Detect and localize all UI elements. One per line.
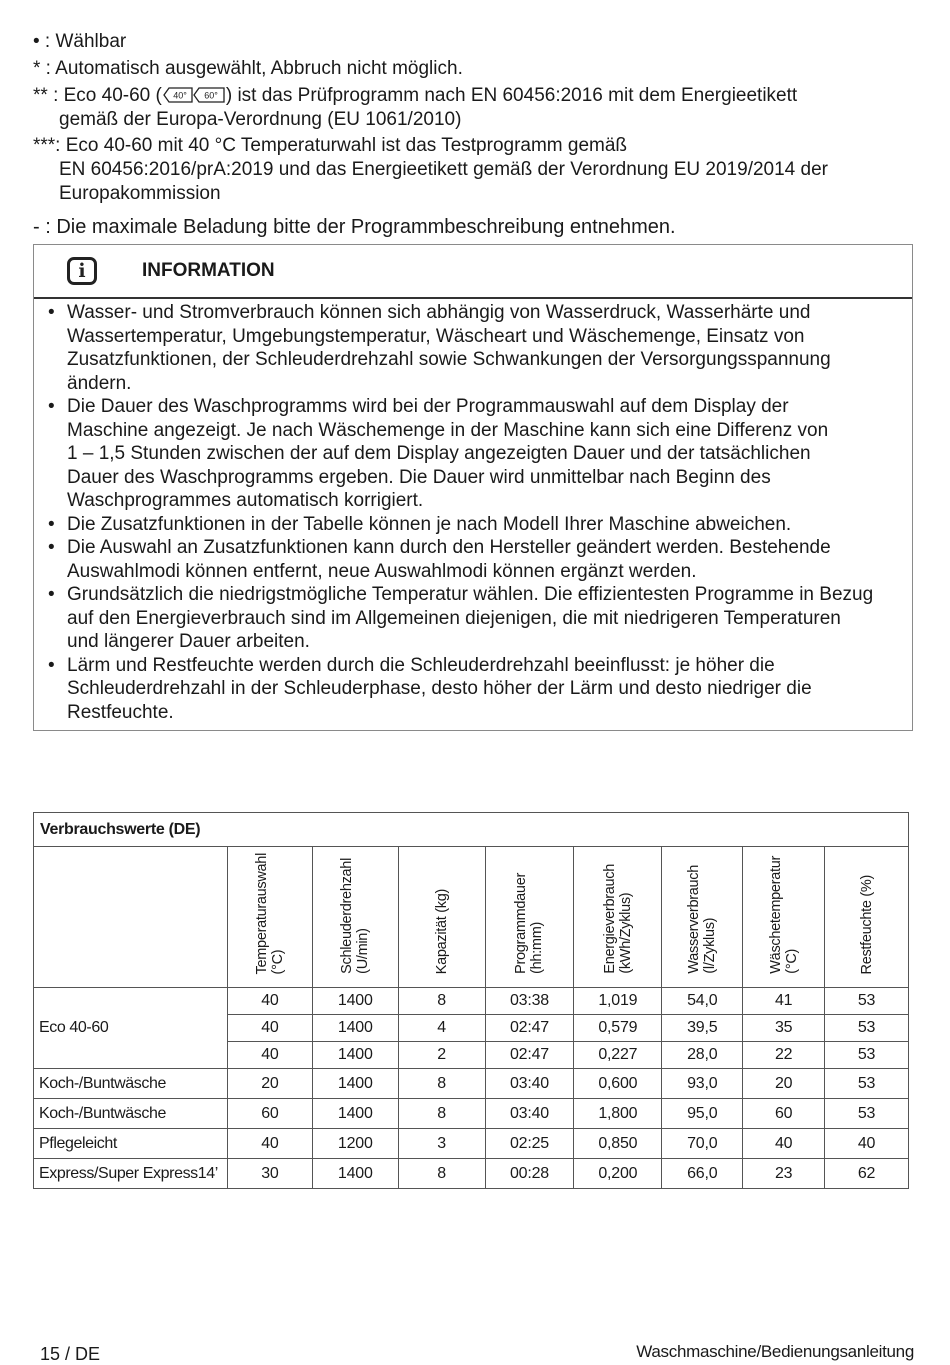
value-cell: 1400 — [312, 988, 398, 1015]
value-cell: 40 — [227, 988, 312, 1015]
value-cell: 03:40 — [485, 1099, 574, 1129]
eco-icon-label-40: 40° — [173, 90, 187, 101]
column-header-label — [602, 864, 634, 974]
information-title: INFORMATION — [142, 260, 275, 281]
column-header — [825, 847, 909, 988]
info-icon: i — [67, 257, 97, 285]
value-cell: 1400 — [312, 1069, 398, 1099]
info-bullet-line: Die Auswahl an Zusatzfunktionen kann durch den Hersteller geändert werden. Bestehende — [67, 537, 831, 558]
value-cell: 03:38 — [485, 988, 574, 1015]
header-empty-cell — [34, 847, 228, 988]
info-bullet-line: ändern. — [67, 372, 132, 394]
info-bullet-line: Schleuderdrehzahl in der Schleuderphase, desto höher der Lärm und desto niedriger die — [67, 678, 812, 699]
footnote-eco-prefix: ** : Eco 40-60 ( — [33, 85, 162, 106]
value-cell: 95,0 — [662, 1099, 743, 1129]
info-bullet-line: Lärm und Restfeuchte werden durch die Schleuderdrehzahl beeinflusst: je höher die — [67, 654, 775, 676]
value-cell: 53 — [825, 1099, 909, 1129]
value-cell: 1400 — [312, 1159, 398, 1189]
page-number: 15 / DE — [40, 1344, 101, 1364]
value-cell: 1,800 — [574, 1099, 662, 1129]
footnote-selectable: • : Wählbar — [33, 31, 127, 52]
footnote-eco-test-program — [33, 84, 797, 111]
value-cell: 53 — [825, 1069, 909, 1099]
column-header-text: Temperaturauswahl — [253, 852, 270, 974]
table-header-row — [34, 847, 909, 988]
value-cell: 1400 — [312, 1099, 398, 1129]
value-cell: 8 — [398, 988, 485, 1015]
consumption-table — [33, 812, 909, 1189]
column-header — [312, 847, 398, 988]
value-cell: 60 — [743, 1099, 825, 1129]
column-header-label — [434, 889, 450, 974]
bullet-marker: • — [48, 584, 55, 605]
info-bullet-line: Wassertemperatur, Umgebungstemperatur, Wäscheart und Wäschemenge, Einsatz von — [67, 325, 805, 347]
value-cell: 53 — [825, 1015, 909, 1042]
column-header-label — [254, 853, 286, 974]
column-header-text: Energieverbrauch — [601, 864, 618, 974]
column-header — [398, 847, 485, 988]
document-title: Waschmaschine/Bedienungsanleitung — [636, 1342, 914, 1361]
info-bullet-line: Waschprogrammes automatisch korrigiert. — [67, 490, 424, 511]
value-cell: 1400 — [312, 1042, 398, 1069]
value-cell: 4 — [398, 1015, 485, 1042]
value-cell: 23 — [743, 1159, 825, 1189]
value-cell: 70,0 — [662, 1129, 743, 1159]
program-name-cell: Eco 40-60 — [34, 988, 228, 1069]
column-header — [574, 847, 662, 988]
column-header-text: (°C) — [783, 949, 800, 974]
column-header-text: (U/min) — [355, 928, 372, 974]
value-cell: 1200 — [312, 1129, 398, 1159]
value-cell: 40 — [743, 1129, 825, 1159]
value-cell: 00:28 — [485, 1159, 574, 1189]
value-cell: 62 — [825, 1159, 909, 1189]
column-header-text: Restfeuchte (%) — [858, 874, 875, 974]
value-cell: 41 — [743, 988, 825, 1015]
info-bullet-line: Zusatzfunktionen, der Schleuderdrehzahl sowie Schwankungen der Versorgungsspannung — [67, 349, 831, 370]
table-row — [34, 1159, 909, 1189]
value-cell: 20 — [743, 1069, 825, 1099]
column-header — [485, 847, 574, 988]
value-cell: 02:47 — [485, 1042, 574, 1069]
info-bullet-line: Grundsätzlich die niedrigstmögliche Temperatur wählen. Die effizientesten Programme in Bezug — [67, 584, 874, 605]
footnote-eco-40-line3: Europakommission — [59, 183, 221, 204]
value-cell: 8 — [398, 1099, 485, 1129]
table-row — [34, 1129, 909, 1159]
table-row — [34, 988, 909, 1015]
table-row — [34, 1069, 909, 1099]
column-header-text: (hh:mm) — [529, 922, 546, 974]
table-title: Verbrauchswerte (DE) — [34, 813, 909, 847]
info-bullet-line: und längerer Dauer arbeiten. — [67, 631, 310, 652]
value-cell: 53 — [825, 1042, 909, 1069]
value-cell: 0,600 — [574, 1069, 662, 1099]
bullet-marker: • — [48, 654, 55, 676]
bullet-marker: • — [48, 302, 55, 323]
column-header-text: (l/Zyklus) — [702, 918, 719, 974]
program-name-cell: Express/Super Express14’ — [34, 1159, 228, 1189]
program-name-cell: Koch-/Buntwäsche — [34, 1069, 228, 1099]
value-cell: 53 — [825, 988, 909, 1015]
value-cell: 8 — [398, 1159, 485, 1189]
info-bullet-line: Die Zusatzfunktionen in der Tabelle können je nach Modell Ihrer Maschine abweichen. — [67, 513, 792, 535]
column-header-text: Wäschetemperatur — [767, 856, 784, 974]
info-bullet-line: Maschine angezeigt. Je nach Wäschemenge in der Maschine kann sich eine Differenz von — [67, 419, 829, 441]
column-header-text: Wasserverbrauch — [686, 865, 703, 974]
info-bullet-line: Restfeuchte. — [67, 701, 174, 723]
value-cell: 54,0 — [662, 988, 743, 1015]
value-cell: 0,850 — [574, 1129, 662, 1159]
info-bullet-line: Dauer des Waschprogramms ergeben. Die Dauer wird unmittelbar nach Beginn des — [67, 466, 771, 488]
info-bullet-line: Auswahlmodi können entfernt, neue Auswahlmodi können ergänzt werden. — [67, 560, 697, 582]
footnote-eco-line2: gemäß der Europa-Verordnung (EU 1061/2010) — [59, 109, 462, 130]
column-header-label — [339, 858, 371, 974]
value-cell: 66,0 — [662, 1159, 743, 1189]
eco-icon-label-60: 60° — [204, 90, 218, 101]
value-cell: 93,0 — [662, 1069, 743, 1099]
info-bullet-line: auf den Energieverbrauch sind im Allgemeinen diejenigen, die mit niedrigeren Temperaturen — [67, 607, 841, 629]
footnote-eco-40-line2: EN 60456:2016/prA:2019 und das Energieetikett gemäß der Verordnung EU 2019/2014 der — [59, 159, 828, 180]
value-cell: 20 — [227, 1069, 312, 1099]
value-cell: 1,019 — [574, 988, 662, 1015]
value-cell: 02:47 — [485, 1015, 574, 1042]
value-cell: 35 — [743, 1015, 825, 1042]
value-cell: 60 — [227, 1099, 312, 1129]
column-header — [227, 847, 312, 988]
column-header-label — [513, 873, 545, 974]
value-cell: 02:25 — [485, 1129, 574, 1159]
value-cell: 40 — [227, 1015, 312, 1042]
value-cell: 0,200 — [574, 1159, 662, 1189]
value-cell: 03:40 — [485, 1069, 574, 1099]
value-cell: 28,0 — [662, 1042, 743, 1069]
value-cell: 39,5 — [662, 1015, 743, 1042]
column-header-text: (kWh/Zyklus) — [617, 893, 634, 974]
footnote-eco-40-line1: ***: Eco 40-60 mit 40 °C Temperaturwahl ist das Testprogramm gemäß — [33, 135, 628, 156]
value-cell: 40 — [227, 1129, 312, 1159]
value-cell: 1400 — [312, 1015, 398, 1042]
column-header-label — [859, 875, 875, 974]
value-cell: 0,579 — [574, 1015, 662, 1042]
bullet-marker: • — [48, 513, 55, 535]
value-cell: 30 — [227, 1159, 312, 1189]
footnote-max-load: - : Die maximale Beladung bitte der Programmbeschreibung entnehmen. — [33, 216, 676, 238]
column-header-text: Programmdauer — [513, 873, 530, 974]
column-header-label — [686, 865, 718, 974]
value-cell: 3 — [398, 1129, 485, 1159]
value-cell: 22 — [743, 1042, 825, 1069]
bullet-marker: • — [48, 396, 55, 417]
program-name-cell: Pflegeleicht — [34, 1129, 228, 1159]
info-bullet-line: Die Dauer des Waschprogramms wird bei der Programmauswahl auf dem Display der — [67, 396, 789, 417]
bullet-marker: • — [48, 537, 55, 558]
program-name-cell: Koch-/Buntwäsche — [34, 1099, 228, 1129]
value-cell: 2 — [398, 1042, 485, 1069]
column-header-text: Kapazität (kg) — [433, 888, 450, 974]
info-bullet-line: Wasser- und Stromverbrauch können sich abhängig von Wasserdruck, Wasserhärte und — [67, 302, 811, 323]
info-bullet-line: 1 – 1,5 Stunden zwischen der auf dem Display angezeigten Dauer und der tatsächlichen — [67, 443, 811, 464]
value-cell: 40 — [825, 1129, 909, 1159]
column-header-text: Schleuderdrehzahl — [339, 858, 356, 974]
column-header-label — [768, 856, 800, 974]
value-cell: 40 — [227, 1042, 312, 1069]
table-row — [34, 1099, 909, 1129]
column-header — [662, 847, 743, 988]
value-cell: 0,227 — [574, 1042, 662, 1069]
value-cell: 8 — [398, 1069, 485, 1099]
information-box — [33, 244, 913, 731]
information-header — [34, 245, 912, 299]
column-header-text: (°C) — [269, 949, 286, 974]
column-header — [743, 847, 825, 988]
footnote-eco-suffix: ) ist das Prüfprogramm nach EN 60456:2016 mit dem Energieetikett — [225, 85, 798, 106]
footnote-automatic: * : Automatisch ausgewählt, Abbruch nicht möglich. — [33, 58, 463, 79]
